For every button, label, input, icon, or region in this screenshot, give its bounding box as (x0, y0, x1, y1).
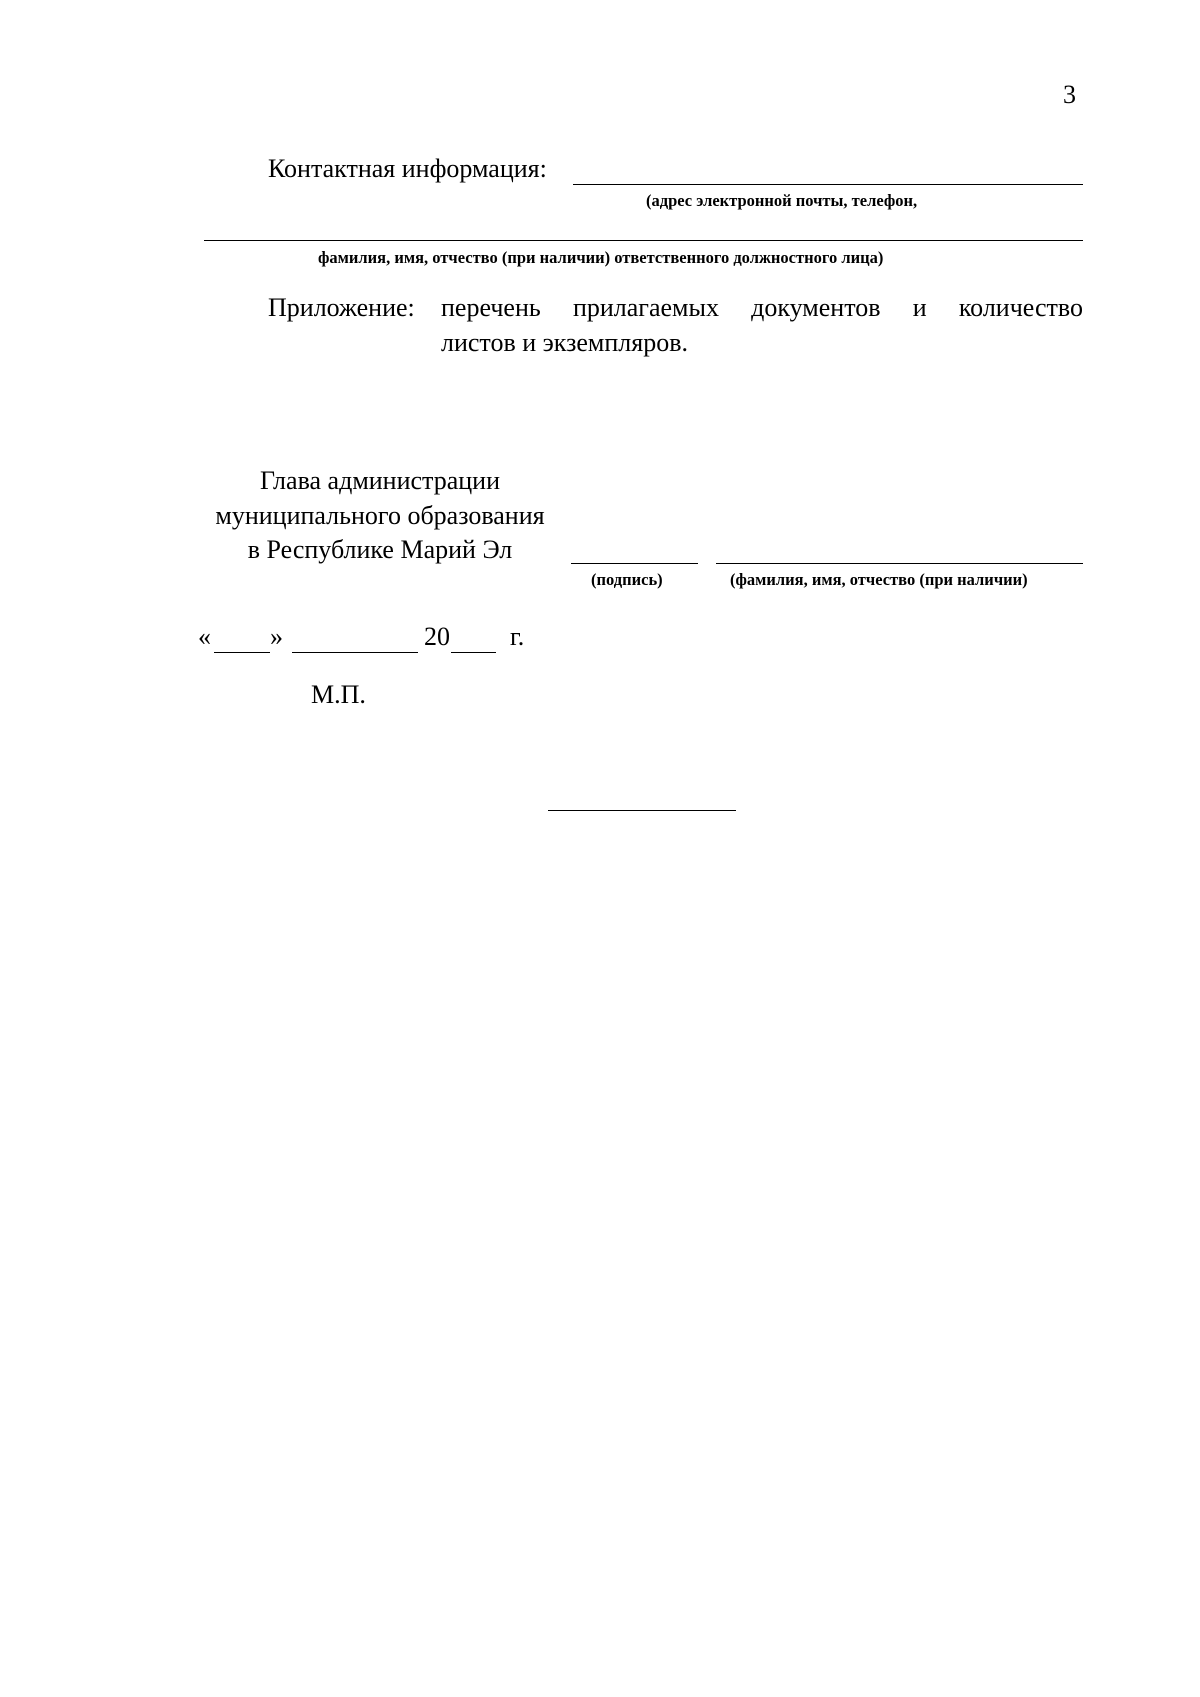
date-open-quote: « (198, 622, 211, 651)
appendix-line2: листов и экземпляров. (441, 328, 688, 357)
appendix-word: и (912, 293, 927, 322)
appendix-word: количество (958, 293, 1083, 322)
closing-separator (548, 810, 736, 811)
appendix-word: документов (751, 293, 881, 322)
signatory-title-line1: Глава администрации (259, 466, 501, 495)
signature-line (571, 563, 698, 564)
contact-label: Контактная информация: (268, 154, 547, 183)
signature-caption: (подпись) (591, 570, 663, 589)
page-number: 3 (1063, 80, 1076, 109)
contact-caption-line2: фамилия, имя, отчество (при наличии) ответственного должностного лица) (318, 248, 884, 267)
date-year-line (451, 652, 496, 653)
contact-fill-line-2 (204, 240, 1083, 241)
date-year-suffix: г. (510, 622, 525, 651)
stamp-place: М.П. (311, 680, 366, 709)
date-year-prefix: 20 (424, 622, 450, 651)
appendix-line1 (441, 293, 1083, 323)
date-close-quote: » (270, 622, 283, 651)
date-day-line (214, 652, 270, 653)
date-month-line (292, 652, 418, 653)
contact-fill-line (573, 184, 1083, 185)
appendix-word: прилагаемых (572, 293, 719, 322)
appendix-word: перечень (441, 293, 541, 322)
signatory-title-line2: муниципального образования (215, 501, 545, 530)
signatory-title-line3: в Республике Марий Эл (247, 535, 513, 564)
appendix-label: Приложение: (268, 293, 415, 322)
name-line (716, 563, 1083, 564)
contact-caption-line1: (адрес электронной почты, телефон, (646, 191, 918, 210)
name-caption: (фамилия, имя, отчество (при наличии) (730, 570, 1028, 589)
